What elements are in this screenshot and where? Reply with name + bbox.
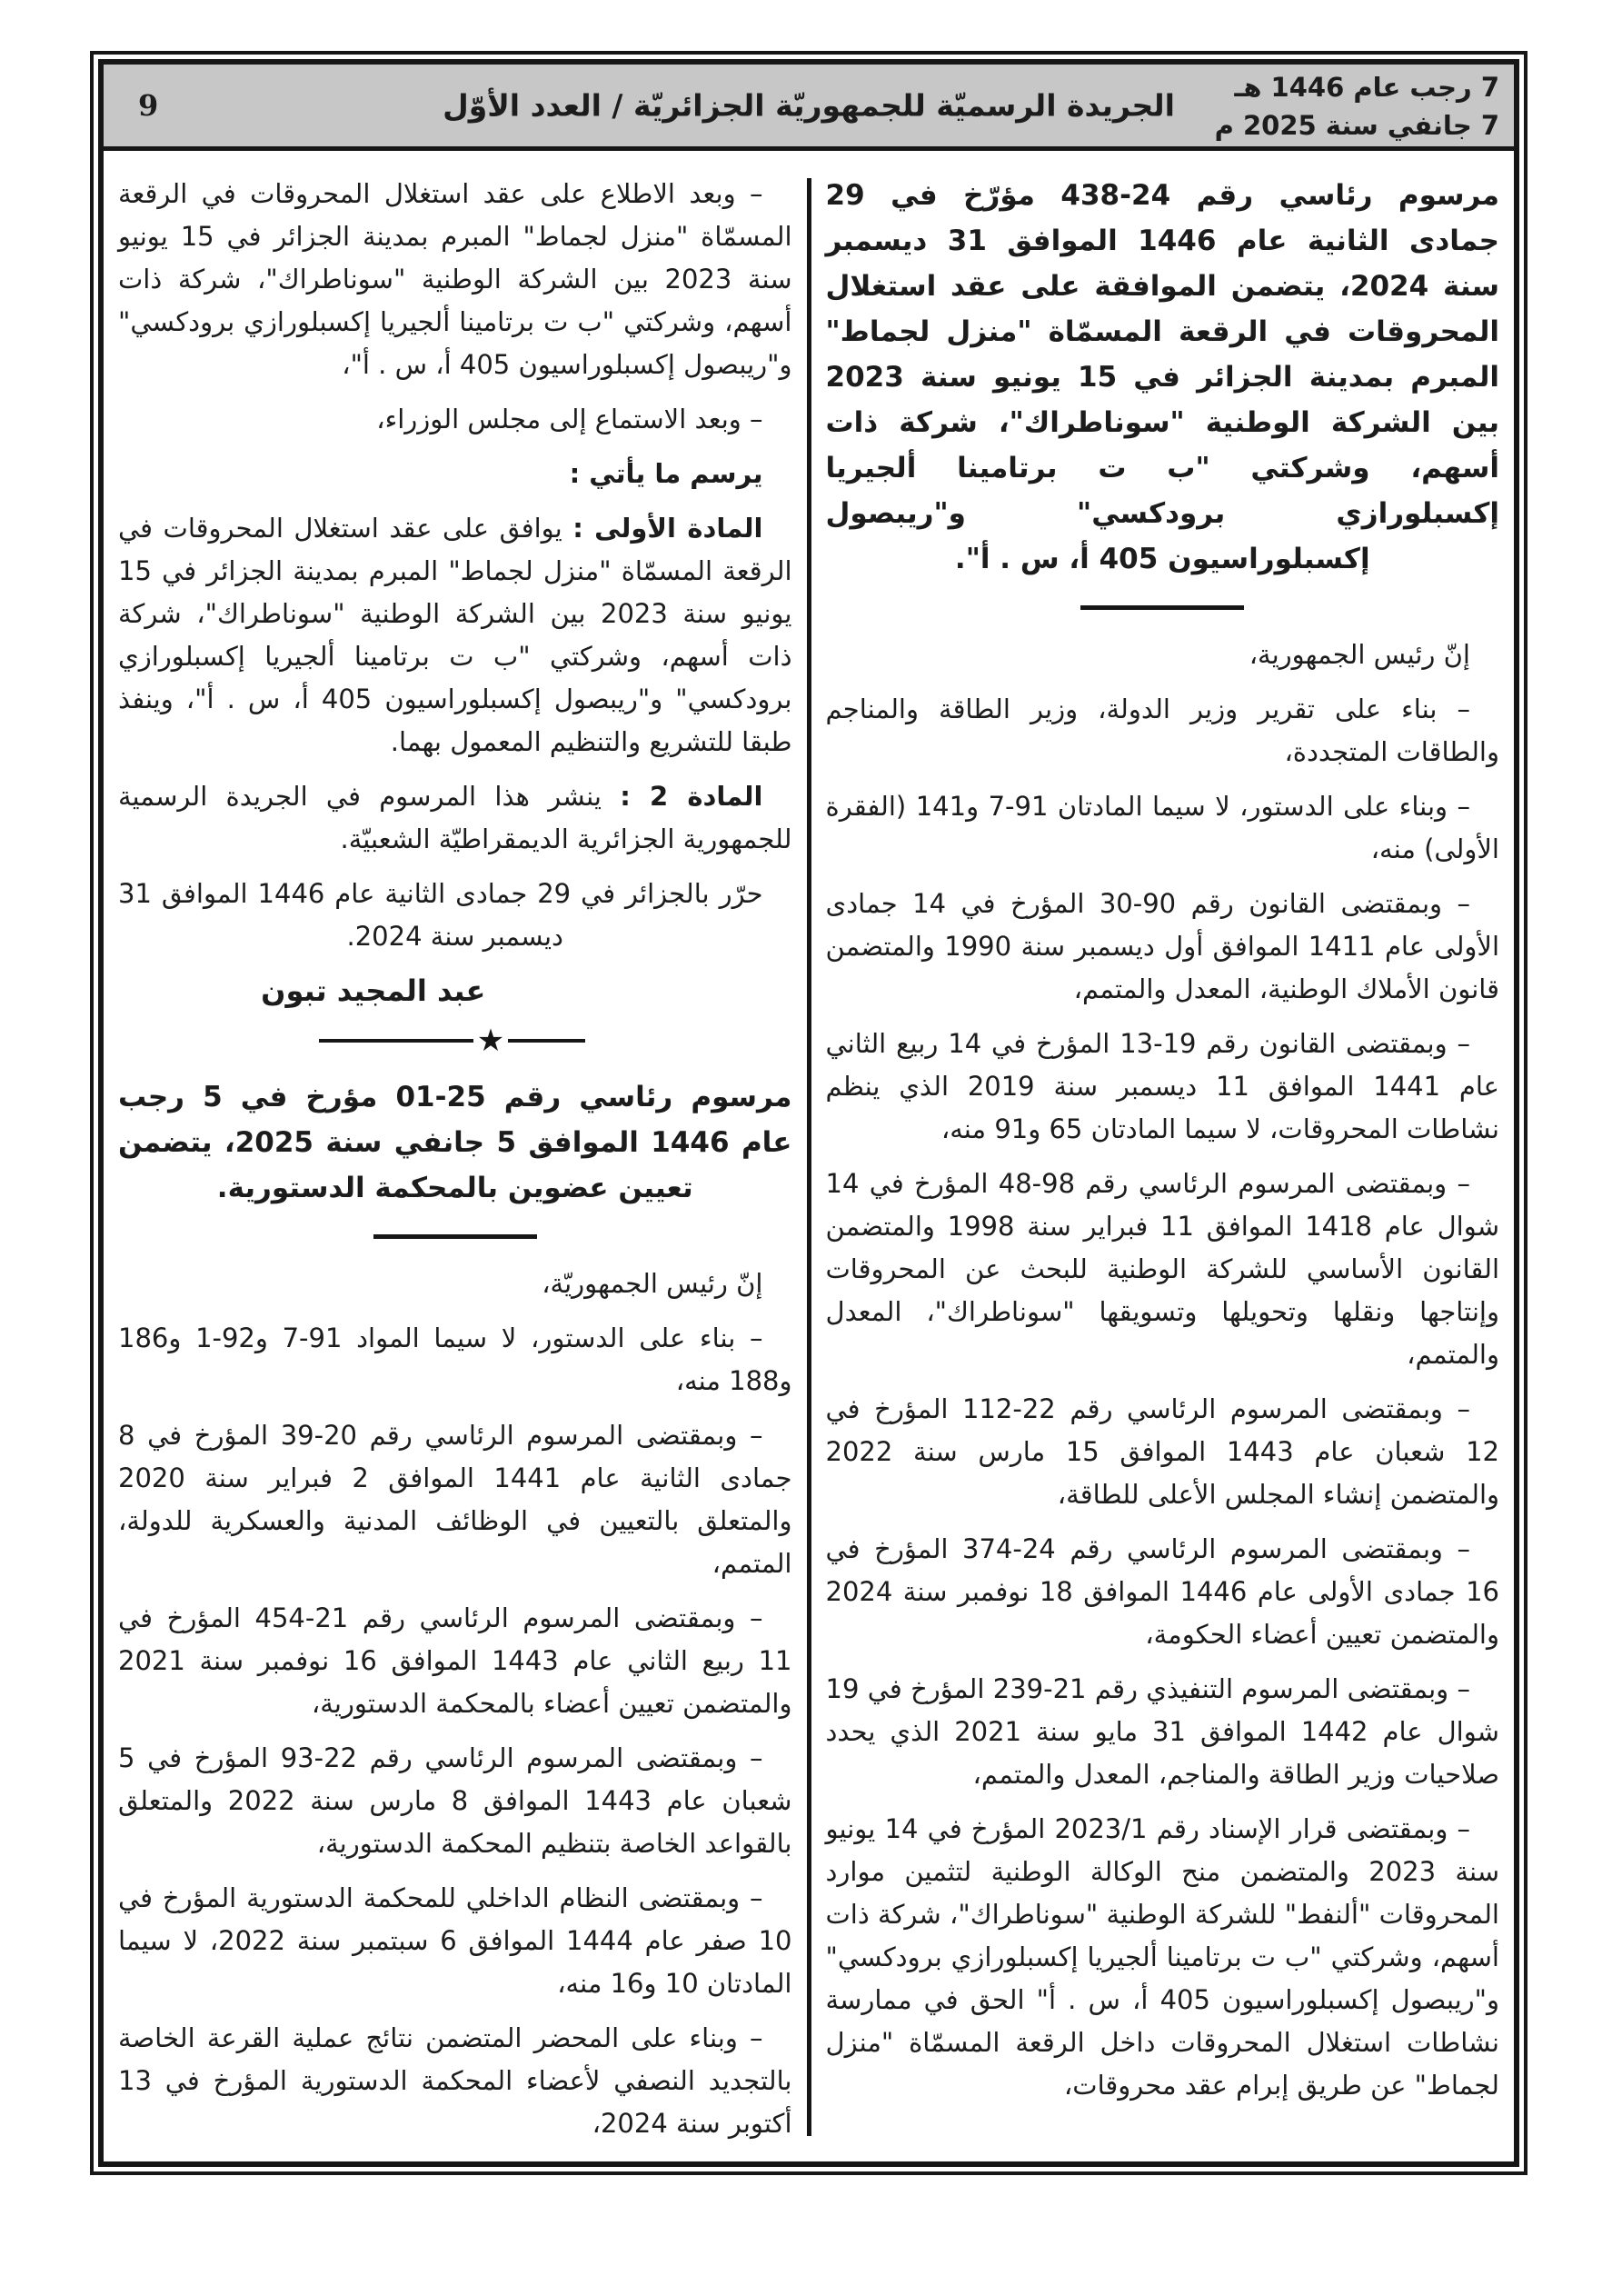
- paragraph: – بناء على الدستور، لا سيما المواد 91-7 و92-1 و186 و188 منه،: [118, 1323, 792, 1396]
- paragraph: – وبمقتضى المرسوم الرئاسي رقم 21-454 المؤرخ في 11 ربيع الثاني عام 1443 الموافق 16 نوفمبر سنة 2021 والمتضمن تعيين أعضاء بالمحكمة الدستورية،: [118, 1602, 792, 1719]
- paragraph: – وبمقتضى القانون رقم 19-13 المؤرخ في 14 ربيع الثاني عام 1441 الموافق 11 ديسمبر سنة 2019 الذي ينظم نشاطات المحروقات، لا سيما المادتان 65 و91 منه،: [825, 1028, 1499, 1144]
- paragraph: – وبمقتضى المرسوم الرئاسي رقم 98-48 المؤرخ في 14 شوال عام 1418 الموافق 11 فبراير سنة 1998 والمتضمن القانون الأساسي للشركة الوطنية للبحث عن المحروقات وإنتاجها ونقلها وتحويلها وتسويقها "سوناطراك"، المعدل والمتمم،: [825, 1168, 1499, 1370]
- enacting-formula: يرسم ما يأتي :: [569, 458, 763, 489]
- star-separator: [319, 1023, 592, 1059]
- date-gregorian: 7 جانفي سنة 2025 م: [1214, 110, 1499, 141]
- separator-line: [508, 1039, 585, 1043]
- page-frame: [90, 51, 1527, 2175]
- date-hijri: 7 رجب عام 1446 هـ: [1234, 72, 1499, 103]
- article-2-text: ينشر هذا المرسوم في الجريدة الرسمية للجمهورية الجزائرية الديمقراطيّة الشعبيّة.: [118, 781, 792, 854]
- preamble-intro: إنّ رئيس الجمهورية،: [1249, 639, 1470, 670]
- header-band: [104, 65, 1514, 151]
- paragraph: – وبمقتضى النظام الداخلي للمحكمة الدستورية المؤرخ في 10 صفر عام 1444 الموافق 6 سبتمبر سنة 2022، لا سيما المادتان 10 و16 منه،: [118, 1882, 792, 1999]
- section-rule: [373, 1234, 537, 1239]
- article-1-text: يوافق على عقد استغلال المحروقات في الرقعة المسمّاة "منزل لجماط" المبرم بمدينة الجزائر في 15 يونيو سنة 2023 بين الشركة الوطنية "سوناطراك"، شركة ذات أسهم، وشركتي "ب ت برتامينا ألجيريا إكسبلورازي برودكسي" و"ريبصول إكسبلوراسيون 405 أ، س . أ"، وينفذ طبقا للتشريع والتنظيم المعمول بهما.: [118, 513, 792, 757]
- paragraph: – وبناء على الدستور، لا سيما المادتان 91-7 و141 (الفقرة الأولى) منه،: [825, 791, 1499, 864]
- paragraph: – وبمقتضى المرسوم التنفيذي رقم 21-239 المؤرخ في 19 شوال عام 1442 الموافق 31 مايو سنة 2021 الذي يحدد صلاحيات وزير الطاقة والمناجم، المعدل والمتمم،: [825, 1673, 1499, 1790]
- page-number: 9: [138, 88, 159, 123]
- content-columns: [104, 151, 1514, 2161]
- paragraph: – وبعد الاستماع إلى مجلس الوزراء،: [376, 404, 763, 434]
- paragraph: – وبعد الاطلاع على عقد استغلال المحروقات في الرقعة المسمّاة "منزل لجماط" المبرم بمدينة الجزائر في 15 يونيو سنة 2023 بين الشركة الوطنية "سوناطراك"، شركة ذات أسهم، وشركتي "ب ت برتامينا ألجيريا إكسبلورازي برودكسي" و"ريبصول إكسبلوراسيون 405 أ، س . أ"،: [118, 178, 792, 380]
- page-frame-inner: [98, 59, 1519, 2167]
- decree-438-heading: مرسوم رئاسي رقم 24-438 مؤرّخ في 29 جمادى الثانية عام 1446 الموافق 31 ديسمبر سنة 2024، يتضمن الموافقة على عقد استغلال المحروقات في الرقعة المسمّاة "منزل لجماط" المبرم بمدينة الجزائر في 15 يونيو سنة 2023 بين الشركة الوطنية "سوناطراك"، شركة ذات أسهم، وشركتي "ب ت برتامينا ألجيريا إكسبلورازي برودكسي" و"ريبصول إكسبلوراسيون 405 أ، س . أ".: [825, 179, 1500, 575]
- paragraph: – وبناء على المحضر المتضمن نتائج عملية القرعة الخاصة بالتجديد النصفي لأعضاء المحكمة الدستورية المؤرخ في 13 أكتوبر سنة 2024،: [118, 2022, 792, 2139]
- journal-title: الجريدة الرسميّة للجمهوريّة الجزائريّة / العدد الأوّل: [443, 87, 1175, 124]
- paragraph: – وبمقتضى قرار الإسناد رقم 2023/1 المؤرخ في 14 يونيو سنة 2023 والمتضمن منح الوكالة الوطنية لتثمين موارد المحروقات "ألنفط" للشركة الوطنية "سوناطراك"، شركة ذات أسهم، وشركتي "ب ت برتامينا ألجيريا إكسبلورازي برودكسي" و"ريبصول إكسبلوراسيون 405 أ، س . أ" الحق في ممارسة نشاطات استغلال المحروقات داخل الرقعة المسمّاة "منزل لجماط" عن طريق إبرام عقد محروقات،: [825, 1813, 1499, 2101]
- article-2: [118, 775, 792, 861]
- signature-place-date: حرّر بالجزائر في 29 جمادى الثانية عام 1446 الموافق 31 ديسمبر سنة 2024.: [118, 878, 763, 952]
- paragraph: – وبمقتضى المرسوم الرئاسي رقم 22-112 المؤرخ في 12 شعبان عام 1443 الموافق 15 مارس سنة 2022 والمتضمن إنشاء المجلس الأعلى للطاقة،: [825, 1393, 1499, 1510]
- section-rule: [1080, 605, 1244, 610]
- article-1-label: المادة الأولى :: [572, 513, 763, 544]
- paragraph: – وبمقتضى المرسوم الرئاسي رقم 20-39 المؤرخ في 8 جمادى الثانية عام 1441 الموافق 2 فبراير سنة 2020 والمتعلق بالتعيين في الوظائف المدنية والعسكرية للدولة، المتمم،: [118, 1420, 792, 1579]
- paragraph: – وبمقتضى القانون رقم 90-30 المؤرخ في 14 جمادى الأولى عام 1411 الموافق أول ديسمبر سنة 1990 والمتضمن قانون الأملاك الوطنية، المعدل والمتمم،: [825, 888, 1500, 1004]
- article-1: [118, 507, 792, 764]
- article-2-label: المادة 2 :: [620, 781, 763, 812]
- column-left: [104, 151, 807, 2161]
- signature-tebboune: عبد المجيد تبون: [261, 973, 486, 1008]
- paragraph: – بناء على تقرير وزير الدولة، وزير الطاقة والمناجم والطاقات المتجددة،: [825, 694, 1499, 767]
- star-icon: ★: [476, 1023, 505, 1059]
- separator-line: [319, 1039, 473, 1043]
- paragraph: – وبمقتضى المرسوم الرئاسي رقم 22-93 المؤرخ في 5 شعبان عام 1443 الموافق 8 مارس سنة 2022 والمتعلق بالقواعد الخاصة بتنظيم المحكمة الدستورية،: [118, 1742, 792, 1859]
- decree-01-heading: مرسوم رئاسي رقم 25-01 مؤرخ في 5 رجب عام 1446 الموافق 5 جانفي سنة 2025، يتضمن تعيين عضوين بالمحكمة الدستورية.: [118, 1081, 792, 1204]
- column-right: [811, 151, 1515, 2161]
- paragraph: – وبمقتضى المرسوم الرئاسي رقم 24-374 المؤرخ في 16 جمادى الأولى عام 1446 الموافق 18 نوفمبر سنة 2024 والمتضمن تعيين أعضاء الحكومة،: [825, 1533, 1500, 1650]
- column-divider: [807, 178, 811, 2136]
- preamble-intro: إنّ رئيس الجمهوريّة،: [542, 1268, 763, 1299]
- header-dates: [1215, 68, 1499, 145]
